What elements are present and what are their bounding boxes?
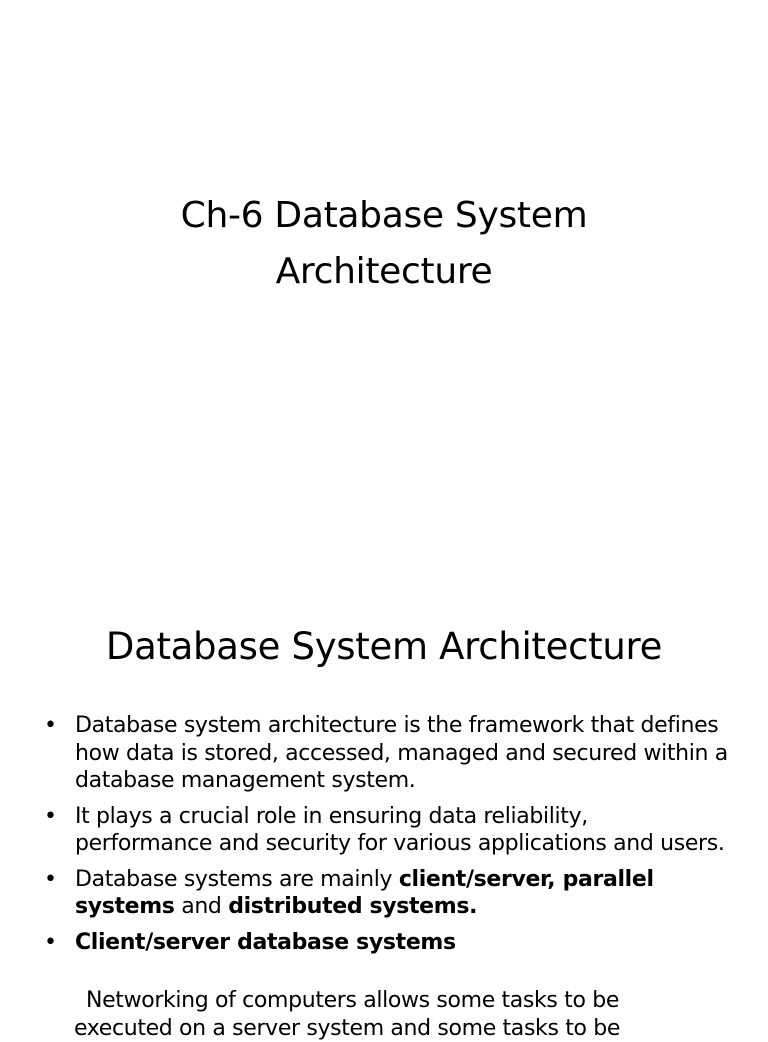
bullet-list	[40, 712, 730, 964]
bullet-dot: •	[44, 929, 57, 957]
bullet-item-1	[40, 712, 730, 795]
slide-1-title-line-2: Architecture	[0, 244, 768, 300]
slide-2-title: Database System Architecture	[0, 622, 768, 672]
bullet-text-3-bold-1: client/server, parallel systems	[75, 867, 654, 920]
slide-1-title-line-1: Ch-6 Database System	[0, 188, 768, 244]
client-server-paragraph	[86, 987, 756, 1042]
paragraph-line-1: Networking of computers allows some tasks to be	[86, 987, 756, 1015]
bullet-dot: •	[44, 712, 57, 740]
bullet-dot: •	[44, 866, 57, 894]
bullet-item-4	[40, 929, 730, 957]
bullet-text-1: Database system architecture is the framework that defines how data is stored, accessed, managed and secured within a database management system.	[75, 713, 728, 793]
paragraph-line-2: executed on a server system and some tasks to be	[74, 1015, 756, 1042]
bullet-text-3-pre: Database systems are mainly	[75, 867, 399, 892]
bullet-text-4: Client/server database systems	[75, 930, 456, 955]
bullet-text-2: It plays a crucial role in ensuring data reliability, performance and security for various applications and users.	[75, 804, 725, 857]
bullet-dot: •	[44, 803, 57, 831]
bullet-text-3-mid: and	[175, 894, 229, 919]
slide-1-title	[0, 188, 768, 300]
bullet-text-3-bold-2: distributed systems.	[228, 894, 477, 919]
slide-2	[0, 576, 768, 1024]
bullet-item-3	[40, 866, 730, 921]
bullet-item-2	[40, 803, 730, 858]
